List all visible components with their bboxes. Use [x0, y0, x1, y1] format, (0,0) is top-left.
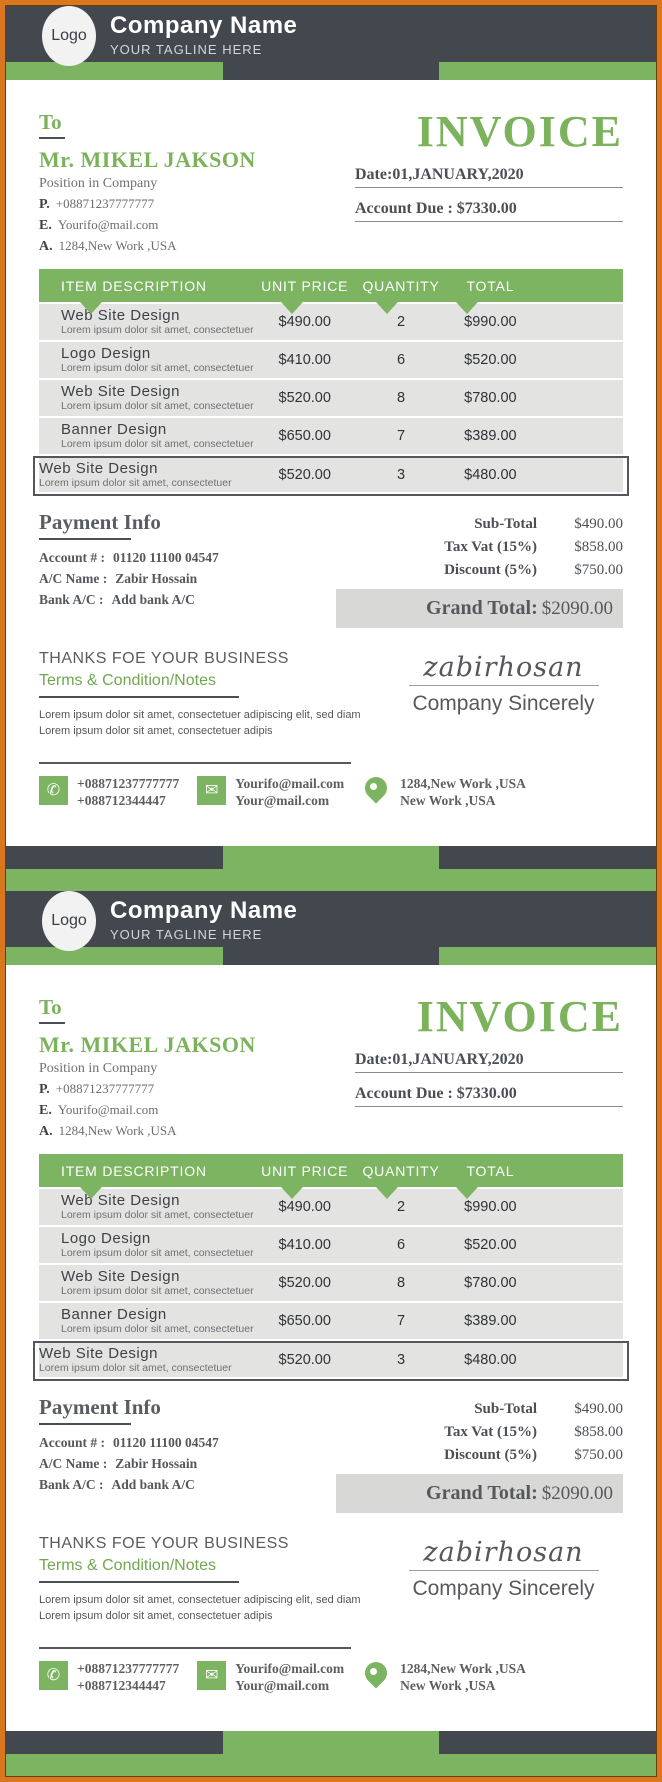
item-name: Web Site Design	[61, 1267, 180, 1285]
bill-to-block	[39, 995, 256, 1140]
payment-underline	[39, 538, 131, 540]
totals-block	[336, 510, 623, 628]
company-header-text	[110, 12, 297, 57]
signature-caption: Company Sincerely	[412, 1577, 595, 1600]
pointer-triangle-icon	[456, 1187, 478, 1199]
mail-icon: ✉	[197, 1661, 226, 1690]
pointer-triangle-icon	[376, 1187, 398, 1199]
col-total: TOTAL	[466, 1162, 515, 1179]
logo-label: Logo	[51, 27, 87, 44]
invoice-page	[6, 6, 656, 891]
unit-price-cell: $520.00	[278, 1352, 331, 1368]
payment-label: Bank A/C :	[39, 592, 104, 607]
signature-block	[384, 652, 623, 740]
to-label: To	[39, 110, 62, 134]
discount-value: $750.00	[574, 562, 623, 578]
payment-bank-line	[39, 1477, 219, 1493]
customer-email-line	[39, 217, 256, 234]
signature-block	[384, 1537, 623, 1625]
email-address: Your@mail.com	[235, 792, 330, 808]
col-quantity: QUANTITY	[362, 277, 440, 294]
item-cell	[39, 1346, 255, 1375]
quantity-cell: 2	[397, 1199, 406, 1215]
payment-bank-line	[39, 592, 219, 608]
location-pin-icon	[362, 1661, 391, 1690]
payment-label: Bank A/C :	[39, 1477, 104, 1492]
item-cell	[39, 461, 255, 490]
pin-dot	[370, 1668, 377, 1675]
email-address: Yourifo@mail.com	[235, 775, 345, 791]
col-item-description: ITEM DESCRIPTION	[61, 1162, 207, 1179]
table-row	[39, 1265, 623, 1301]
item-cell	[39, 308, 255, 337]
email-label: E.	[39, 1103, 52, 1118]
email-label: E.	[39, 218, 52, 233]
tax-value: $858.00	[574, 1424, 623, 1440]
payment-value: Zabir Hossain	[115, 571, 198, 586]
item-cell	[39, 346, 255, 375]
phone-contact	[39, 1661, 179, 1695]
address-lines	[400, 1661, 526, 1695]
email-address: Yourifo@mail.com	[235, 1660, 345, 1676]
invoice-date: Date:01,JANUARY,2020	[355, 1051, 623, 1073]
dark-segment	[439, 846, 656, 869]
address-line: 1284,New Work ,USA	[400, 775, 526, 791]
table-row-highlighted	[33, 1341, 629, 1381]
dark-segment	[6, 1731, 223, 1754]
address-line: New Work ,USA	[400, 1677, 496, 1693]
invoice-meta-block	[355, 107, 623, 255]
tax-line	[336, 1424, 623, 1441]
to-underline	[39, 137, 65, 139]
item-name: Banner Design	[61, 1305, 167, 1323]
table-row	[39, 418, 623, 454]
col-item-description: ITEM DESCRIPTION	[61, 277, 207, 294]
customer-position: Position in Company	[39, 176, 158, 191]
phone-number: +08871237777777	[77, 775, 180, 791]
contact-divider	[39, 762, 351, 764]
phone-label: P.	[39, 1082, 50, 1097]
item-cell	[39, 384, 255, 413]
email-contact	[197, 776, 344, 810]
item-description: Lorem ipsum dolor sit amet, consectetuer	[39, 1362, 232, 1375]
items-table	[39, 269, 623, 496]
green-segment	[6, 947, 223, 965]
item-description: Lorem ipsum dolor sit amet, consectetuer	[61, 438, 254, 451]
accent-strip-top	[6, 947, 656, 965]
signature-underline	[409, 1570, 599, 1571]
contact-row	[39, 776, 623, 810]
terms-block	[39, 650, 384, 740]
pointer-triangle-icon	[80, 1187, 102, 1199]
customer-email: Yourifo@mail.com	[57, 217, 159, 232]
signature-underline	[409, 685, 599, 686]
green-segment	[6, 62, 223, 80]
quantity-cell: 6	[397, 1237, 406, 1253]
address-line: New Work ,USA	[400, 792, 496, 808]
table-row	[39, 1227, 623, 1263]
payment-name-line	[39, 571, 219, 587]
grand-total-value: $2090.00	[541, 598, 613, 619]
item-description: Lorem ipsum dolor sit amet, consectetuer	[61, 362, 254, 375]
address-label: A.	[39, 239, 53, 254]
unit-price-cell: $520.00	[278, 390, 331, 406]
col-total: TOTAL	[466, 277, 515, 294]
discount-label: Discount (5%)	[444, 1447, 537, 1463]
accent-strip-bottom	[6, 846, 656, 869]
tax-value: $858.00	[574, 539, 623, 555]
total-cell: $389.00	[464, 428, 517, 444]
thanks-text: THANKS FOE YOUR BUSINESS	[39, 1535, 289, 1552]
pointer-triangle-icon	[281, 1187, 303, 1199]
terms-text: Lorem ipsum dolor sit amet, consectetuer adipiscing elit, sed diam Lorem ipsum dolor sit amet, consectetuer adipis	[39, 709, 361, 737]
table-row	[39, 1189, 623, 1225]
quantity-cell: 8	[397, 1275, 406, 1291]
payment-value: Zabir Hossain	[115, 1456, 198, 1471]
company-tagline: YOUR TAGLINE HERE	[110, 41, 263, 57]
payment-label: Account # :	[39, 550, 105, 565]
customer-address: 1284,New Work ,USA	[58, 238, 177, 253]
company-logo	[42, 891, 96, 951]
phone-number: +088712344447	[77, 792, 166, 808]
company-name: Company Name	[110, 896, 298, 924]
customer-email: Yourifo@mail.com	[57, 1102, 159, 1117]
pointer-triangle-icon	[376, 302, 398, 314]
invoice-account-due: Account Due : $7330.00	[355, 200, 623, 222]
pointer-triangle-icon	[281, 302, 303, 314]
payment-info-title: Payment Info	[39, 1395, 161, 1419]
customer-position: Position in Company	[39, 1061, 158, 1076]
terms-block	[39, 1535, 384, 1625]
unit-price-cell: $490.00	[278, 314, 331, 330]
company-header-text	[110, 897, 297, 942]
green-segment	[223, 846, 439, 869]
address-label: A.	[39, 1124, 53, 1139]
grand-total-value: $2090.00	[541, 1483, 613, 1504]
phone-icon: ✆	[39, 1661, 68, 1690]
payment-label: Account # :	[39, 1435, 105, 1450]
discount-line	[336, 1447, 623, 1464]
terms-title: Terms & Condition/Notes	[39, 1557, 216, 1574]
tax-label: Tax Vat (15%)	[444, 539, 537, 555]
item-name: Web Site Design	[61, 306, 180, 324]
invoice-meta-block	[355, 992, 623, 1140]
subtotal-label: Sub-Total	[474, 1401, 537, 1417]
contact-row	[39, 1661, 623, 1695]
accent-strip-top	[6, 62, 656, 80]
invoice-top-row	[39, 992, 623, 1140]
subtotal-line	[336, 516, 623, 533]
unit-price-cell: $410.00	[278, 352, 331, 368]
email-addresses	[235, 776, 344, 810]
company-tagline: YOUR TAGLINE HERE	[110, 926, 263, 942]
terms-underline	[39, 696, 239, 698]
total-cell: $520.00	[464, 1237, 517, 1253]
invoice-top-row	[39, 107, 623, 255]
unit-price-cell: $490.00	[278, 1199, 331, 1215]
company-header	[6, 891, 656, 947]
invoice-body	[6, 80, 656, 846]
phone-number: +08871237777777	[77, 1660, 180, 1676]
unit-price-cell: $520.00	[278, 467, 331, 483]
tax-label: Tax Vat (15%)	[444, 1424, 537, 1440]
items-table-header	[39, 1154, 623, 1187]
invoice-title: INVOICE	[416, 992, 623, 1041]
item-cell	[39, 422, 255, 451]
customer-name: Mr. MIKEL JAKSON	[39, 147, 256, 172]
quantity-cell: 6	[397, 352, 406, 368]
signature-script: zabirhosan	[423, 1537, 584, 1568]
item-name: Web Site Design	[39, 1344, 158, 1362]
payment-value: 01120 11100 04547	[113, 550, 219, 565]
item-name: Web Site Design	[39, 459, 158, 477]
payment-value: Add bank A/C	[111, 592, 195, 607]
location-pin-icon	[362, 776, 391, 805]
phone-icon: ✆	[39, 776, 68, 805]
customer-name: Mr. MIKEL JAKSON	[39, 1032, 256, 1057]
phone-numbers	[77, 776, 179, 810]
table-row	[39, 380, 623, 416]
terms-underline	[39, 1581, 239, 1583]
subtotal-value: $490.00	[574, 516, 623, 532]
customer-email-line	[39, 1102, 256, 1119]
quantity-cell: 7	[397, 1313, 406, 1329]
total-cell: $990.00	[464, 314, 517, 330]
item-cell	[39, 1193, 255, 1222]
total-cell: $480.00	[464, 467, 517, 483]
dark-segment	[439, 1731, 656, 1754]
unit-price-cell: $520.00	[278, 1275, 331, 1291]
invoice-body	[6, 965, 656, 1731]
contact-divider	[39, 1647, 351, 1649]
payment-info-title: Payment Info	[39, 510, 161, 534]
customer-address: 1284,New Work ,USA	[58, 1123, 177, 1138]
quantity-cell: 3	[397, 467, 406, 483]
total-cell: $389.00	[464, 1313, 517, 1329]
mail-icon: ✉	[197, 776, 226, 805]
subtotal-label: Sub-Total	[474, 516, 537, 532]
grand-total-box	[336, 1474, 623, 1513]
quantity-cell: 2	[397, 314, 406, 330]
address-line: 1284,New Work ,USA	[400, 1660, 526, 1676]
items-table	[39, 1154, 623, 1381]
company-logo	[42, 6, 96, 66]
total-cell: $480.00	[464, 1352, 517, 1368]
table-row	[39, 1343, 623, 1377]
total-cell: $780.00	[464, 1275, 517, 1291]
dark-segment	[223, 62, 439, 80]
item-cell	[39, 1231, 255, 1260]
dark-segment	[223, 947, 439, 965]
table-row	[39, 342, 623, 378]
closing-row	[39, 650, 623, 740]
quantity-cell: 3	[397, 1352, 406, 1368]
unit-price-cell: $650.00	[278, 428, 331, 444]
quantity-cell: 8	[397, 390, 406, 406]
payment-info-block	[39, 1395, 219, 1513]
document-sheet	[5, 5, 657, 1777]
subtotal-line	[336, 1401, 623, 1418]
signature-script: zabirhosan	[423, 652, 584, 683]
col-quantity: QUANTITY	[362, 1162, 440, 1179]
item-name: Logo Design	[61, 1229, 151, 1247]
address-lines	[400, 776, 526, 810]
grand-total-box	[336, 589, 623, 628]
customer-phone: +08871237777777	[55, 196, 155, 211]
total-cell: $990.00	[464, 1199, 517, 1215]
customer-phone-line	[39, 1081, 256, 1098]
terms-title: Terms & Condition/Notes	[39, 672, 216, 689]
green-segment	[439, 62, 656, 80]
payment-name-line	[39, 1456, 219, 1472]
item-cell	[39, 1307, 255, 1336]
address-contact	[362, 776, 526, 810]
payment-totals-row	[39, 510, 623, 628]
payment-account-line	[39, 1435, 219, 1451]
green-segment	[439, 947, 656, 965]
company-header	[6, 6, 656, 62]
to-label: To	[39, 995, 62, 1019]
to-underline	[39, 1022, 65, 1024]
pin-dot	[370, 783, 377, 790]
discount-label: Discount (5%)	[444, 562, 537, 578]
dark-segment	[6, 846, 223, 869]
items-table-header	[39, 269, 623, 302]
bill-to-block	[39, 110, 256, 255]
email-contact	[197, 1661, 344, 1695]
pointer-triangle-icon	[80, 302, 102, 314]
unit-price-cell: $650.00	[278, 1313, 331, 1329]
payment-label: A/C Name :	[39, 571, 108, 586]
unit-price-cell: $410.00	[278, 1237, 331, 1253]
customer-address-line	[39, 1123, 256, 1140]
address-contact	[362, 1661, 526, 1695]
invoice-date: Date:01,JANUARY,2020	[355, 166, 623, 188]
phone-label: P.	[39, 197, 50, 212]
green-segment	[223, 1731, 439, 1754]
payment-value: 01120 11100 04547	[113, 1435, 219, 1450]
item-description: Lorem ipsum dolor sit amet, consectetuer	[61, 1323, 254, 1336]
item-description: Lorem ipsum dolor sit amet, consectetuer	[61, 400, 254, 413]
accent-strip-bottom	[6, 1731, 656, 1754]
item-name: Banner Design	[61, 420, 167, 438]
payment-value: Add bank A/C	[111, 1477, 195, 1492]
quantity-cell: 7	[397, 428, 406, 444]
item-name: Web Site Design	[61, 1191, 180, 1209]
totals-block	[336, 1395, 623, 1513]
tax-line	[336, 539, 623, 556]
item-name: Web Site Design	[61, 382, 180, 400]
payment-account-line	[39, 550, 219, 566]
discount-value: $750.00	[574, 1447, 623, 1463]
green-footer-bar	[6, 1754, 656, 1776]
item-description: Lorem ipsum dolor sit amet, consectetuer	[61, 1285, 254, 1298]
closing-row	[39, 1535, 623, 1625]
pointer-triangle-icon	[456, 302, 478, 314]
payment-label: A/C Name :	[39, 1456, 108, 1471]
total-cell: $520.00	[464, 352, 517, 368]
table-row	[39, 458, 623, 492]
invoice-page	[6, 891, 656, 1776]
table-row-highlighted	[33, 456, 629, 496]
phone-number: +088712344447	[77, 1677, 166, 1693]
col-unit-price: UNIT PRICE	[261, 1162, 349, 1179]
payment-totals-row	[39, 1395, 623, 1513]
phone-contact	[39, 776, 179, 810]
grand-total-label: Grand Total:	[426, 1482, 538, 1504]
terms-text: Lorem ipsum dolor sit amet, consectetuer adipiscing elit, sed diam Lorem ipsum dolor sit amet, consectetuer adipis	[39, 1594, 361, 1622]
email-address: Your@mail.com	[235, 1677, 330, 1693]
table-row	[39, 1303, 623, 1339]
email-addresses	[235, 1661, 344, 1695]
thanks-text: THANKS FOE YOUR BUSINESS	[39, 650, 289, 667]
customer-phone-line	[39, 196, 256, 213]
item-cell	[39, 1269, 255, 1298]
company-name: Company Name	[110, 11, 298, 39]
payment-underline	[39, 1423, 131, 1425]
item-description: Lorem ipsum dolor sit amet, consectetuer	[39, 477, 232, 490]
signature-caption: Company Sincerely	[412, 692, 595, 715]
item-description: Lorem ipsum dolor sit amet, consectetuer	[61, 324, 254, 337]
customer-phone: +08871237777777	[55, 1081, 155, 1096]
green-footer-bar	[6, 869, 656, 891]
grand-total-label: Grand Total:	[426, 597, 538, 619]
item-name: Logo Design	[61, 344, 151, 362]
item-description: Lorem ipsum dolor sit amet, consectetuer	[61, 1247, 254, 1260]
phone-numbers	[77, 1661, 179, 1695]
customer-address-line	[39, 238, 256, 255]
total-cell: $780.00	[464, 390, 517, 406]
invoice-title: INVOICE	[416, 107, 623, 156]
invoice-account-due: Account Due : $7330.00	[355, 1085, 623, 1107]
logo-label: Logo	[51, 912, 87, 929]
table-row	[39, 304, 623, 340]
discount-line	[336, 562, 623, 579]
col-unit-price: UNIT PRICE	[261, 277, 349, 294]
subtotal-value: $490.00	[574, 1401, 623, 1417]
payment-info-block	[39, 510, 219, 628]
item-description: Lorem ipsum dolor sit amet, consectetuer	[61, 1209, 254, 1222]
